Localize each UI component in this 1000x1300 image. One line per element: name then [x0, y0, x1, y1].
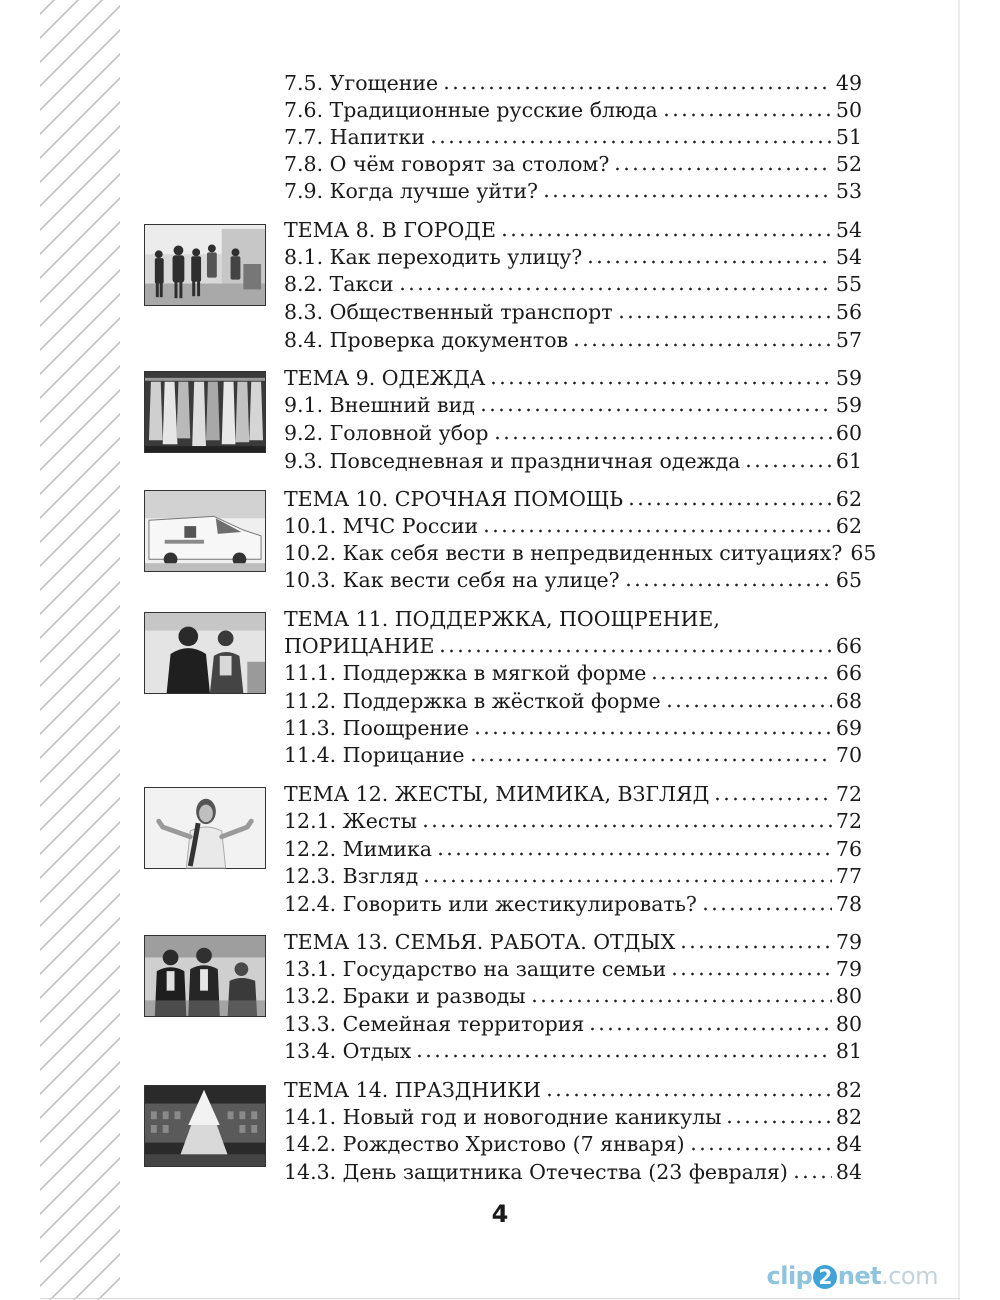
toc-entry-page: 77 — [835, 864, 862, 888]
toc-topic-heading[interactable] — [284, 365, 862, 391]
toc-entry-page: 72 — [835, 809, 862, 833]
toc-entry-page: 59 — [835, 366, 862, 390]
toc-entry-page: 65 — [850, 541, 877, 565]
toc-entry-page: 84 — [835, 1132, 862, 1156]
toc-entry-page: 51 — [835, 125, 862, 149]
toc-topic-heading[interactable] — [284, 606, 862, 632]
toc-entry-title: ТЕМА 12. ЖЕСТЫ, МИМИКА, ВЗГЛЯД — [284, 782, 710, 806]
toc-entry-title: 13.4. Отдых — [284, 1039, 412, 1063]
toc-entry-title: 8.3. Общественный транспорт — [284, 300, 613, 324]
toc-entry-page: 76 — [835, 837, 862, 861]
toc-entry[interactable] — [284, 836, 862, 862]
toc-entry-page: 66 — [835, 661, 862, 685]
toc-entry-page: 82 — [835, 1078, 862, 1102]
toc-entry[interactable] — [284, 70, 862, 96]
toc-topic-heading[interactable] — [284, 929, 862, 955]
toc-entry[interactable] — [284, 271, 862, 297]
toc-entry-title: 13.1. Государство на защите семьи — [284, 957, 667, 981]
topic-12-gestures-photo — [144, 787, 266, 869]
toc-entry-page: 54 — [835, 245, 862, 269]
toc-entry-page: 79 — [835, 930, 862, 954]
toc-entry-page: 55 — [835, 272, 862, 296]
toc-entry-title: 11.1. Поддержка в мягкой форме — [284, 661, 647, 685]
toc-entry-title: 14.3. День защитника Отечества (23 февраля) — [284, 1160, 788, 1184]
toc-entry-title: 7.7. Напитки — [284, 125, 425, 149]
toc-entry-title: 14.1. Новый год и новогодние каникулы — [284, 1105, 722, 1129]
toc-entry[interactable] — [284, 448, 862, 474]
toc-entry-page: 72 — [835, 782, 862, 806]
toc-entry-page: 69 — [835, 716, 862, 740]
toc-entry-page: 84 — [835, 1160, 862, 1184]
toc-topic-heading-continued[interactable] — [284, 633, 862, 659]
toc-entry-title: 12.1. Жесты — [284, 809, 417, 833]
toc-entry-title: 9.1. Внешний вид — [284, 393, 475, 417]
toc-entry-title: ПОРИЦАНИЕ — [284, 634, 435, 658]
toc-entry-page: 49 — [835, 71, 862, 95]
toc-entry[interactable] — [284, 1131, 862, 1157]
toc-entry-title: 13.3. Семейная территория — [284, 1012, 585, 1036]
toc-entry[interactable] — [284, 299, 862, 325]
toc-entry-title: 11.4. Порицание — [284, 743, 465, 767]
topic-13-family-photo — [144, 935, 266, 1017]
toc-entry[interactable] — [284, 513, 862, 539]
topic-8-city-photo — [144, 224, 266, 306]
toc-entry-title: 12.2. Мимика — [284, 837, 432, 861]
toc-entry[interactable] — [284, 1011, 862, 1037]
toc-entry[interactable] — [284, 956, 862, 982]
toc-entry[interactable] — [284, 1159, 862, 1185]
toc-entry[interactable] — [284, 1104, 862, 1130]
toc-entry-page: 81 — [835, 1039, 862, 1063]
toc-entry-title: ТЕМА 8. В ГОРОДЕ — [284, 218, 496, 242]
toc-entry-page: 56 — [835, 300, 862, 324]
toc-entry-title: 12.3. Взгляд — [284, 864, 419, 888]
toc-entry-page: 57 — [835, 328, 862, 352]
toc-entry-page: 53 — [835, 179, 862, 203]
toc-entry-page: 80 — [835, 1012, 862, 1036]
topic-14-holidays-photo — [144, 1085, 266, 1167]
toc-entry-page: 52 — [835, 152, 862, 176]
toc-entry-title: 11.2. Поддержка в жёсткой форме — [284, 689, 661, 713]
toc-entry-title: ТЕМА 10. СРОЧНАЯ ПОМОЩЬ — [284, 487, 624, 511]
toc-entry[interactable] — [284, 540, 877, 566]
toc-entry-title: 14.2. Рождество Христово (7 января) — [284, 1132, 685, 1156]
toc-entry[interactable] — [284, 392, 862, 418]
toc-topic-heading[interactable] — [284, 1077, 862, 1103]
toc-entry-title: ТЕМА 11. ПОДДЕРЖКА, ПООЩРЕНИЕ, — [284, 607, 720, 631]
toc-entry[interactable] — [284, 1038, 862, 1064]
toc-entry-title: 11.3. Поощрение — [284, 716, 470, 740]
toc-entry[interactable] — [284, 983, 862, 1009]
toc-entry[interactable] — [284, 327, 862, 353]
toc-entry[interactable] — [284, 863, 862, 889]
toc-entry[interactable] — [284, 715, 862, 741]
toc-entry-title: ТЕМА 9. ОДЕЖДА — [284, 366, 486, 390]
toc-entry-title: 8.1. Как переходить улицу? — [284, 245, 583, 269]
toc-entry-page: 78 — [835, 892, 862, 916]
toc-entry-title: 7.5. Угощение — [284, 71, 439, 95]
toc-entry-title: ТЕМА 13. СЕМЬЯ. РАБОТА. ОТДЫХ — [284, 930, 676, 954]
toc-entry[interactable] — [284, 97, 862, 123]
toc-entry[interactable] — [284, 567, 862, 593]
toc-entry-title: 8.2. Такси — [284, 272, 394, 296]
toc-entry-page: 70 — [835, 743, 862, 767]
page-number: 4 — [491, 1200, 509, 1228]
topic-9-clothing-photo — [144, 371, 266, 453]
toc-entry-page: 62 — [835, 514, 862, 538]
toc-entry-page: 82 — [835, 1105, 862, 1129]
toc-entry-page: 68 — [835, 689, 862, 713]
bottom-rule — [40, 1298, 960, 1299]
toc-entry[interactable] — [284, 151, 862, 177]
toc-topic-heading[interactable] — [284, 486, 862, 512]
toc-entry-page: 66 — [835, 634, 862, 658]
toc-entry[interactable] — [284, 808, 862, 834]
toc-entry-title: 8.4. Проверка документов — [284, 328, 569, 352]
clip2net-watermark: clip 2 net.com — [766, 1262, 938, 1290]
toc-topic-heading[interactable] — [284, 781, 862, 807]
toc-entry-page: 61 — [835, 449, 862, 473]
topic-10-ambulance-photo — [144, 490, 266, 572]
toc-topic-heading[interactable] — [284, 217, 862, 243]
toc-entry[interactable] — [284, 420, 862, 446]
toc-entry-title: 7.6. Традиционные русские блюда — [284, 98, 658, 122]
toc-entry-page: 80 — [835, 984, 862, 1008]
toc-entry-title: 13.2. Браки и разводы — [284, 984, 526, 1008]
toc-entry[interactable] — [284, 660, 862, 686]
toc-entry[interactable] — [284, 891, 862, 917]
toc-entry[interactable] — [284, 244, 862, 270]
toc-entry-title: 9.3. Повседневная и праздничная одежда — [284, 449, 741, 473]
toc-entry-title: ТЕМА 14. ПРАЗДНИКИ — [284, 1078, 541, 1102]
toc-entry-title: 10.2. Как себя вести в непредвиденных ситуациях? — [284, 541, 843, 565]
toc-entry-title: 9.2. Головной убор — [284, 421, 489, 445]
toc-entry[interactable] — [284, 178, 862, 204]
toc-entry[interactable] — [284, 124, 862, 150]
toc-entry-page: 54 — [835, 218, 862, 242]
toc-entry-page: 59 — [835, 393, 862, 417]
toc-entry-title: 10.3. Как вести себя на улице? — [284, 568, 620, 592]
toc-entry[interactable] — [284, 688, 862, 714]
toc-entry-page: 50 — [835, 98, 862, 122]
toc-entry[interactable] — [284, 742, 862, 768]
toc-entry-page: 79 — [835, 957, 862, 981]
toc-entry-page: 65 — [835, 568, 862, 592]
right-edge-rule — [958, 0, 960, 1300]
toc-entry-page: 62 — [835, 487, 862, 511]
toc-entry-title: 7.8. О чём говорят за столом? — [284, 152, 610, 176]
toc-entry-title: 7.9. Когда лучше уйти? — [284, 179, 539, 203]
toc-entry-title: 10.1. МЧС России — [284, 514, 479, 538]
toc-entry-page: 60 — [835, 421, 862, 445]
topic-11-people-photo — [144, 612, 266, 694]
toc-entry-title: 12.4. Говорить или жестикулировать? — [284, 892, 697, 916]
